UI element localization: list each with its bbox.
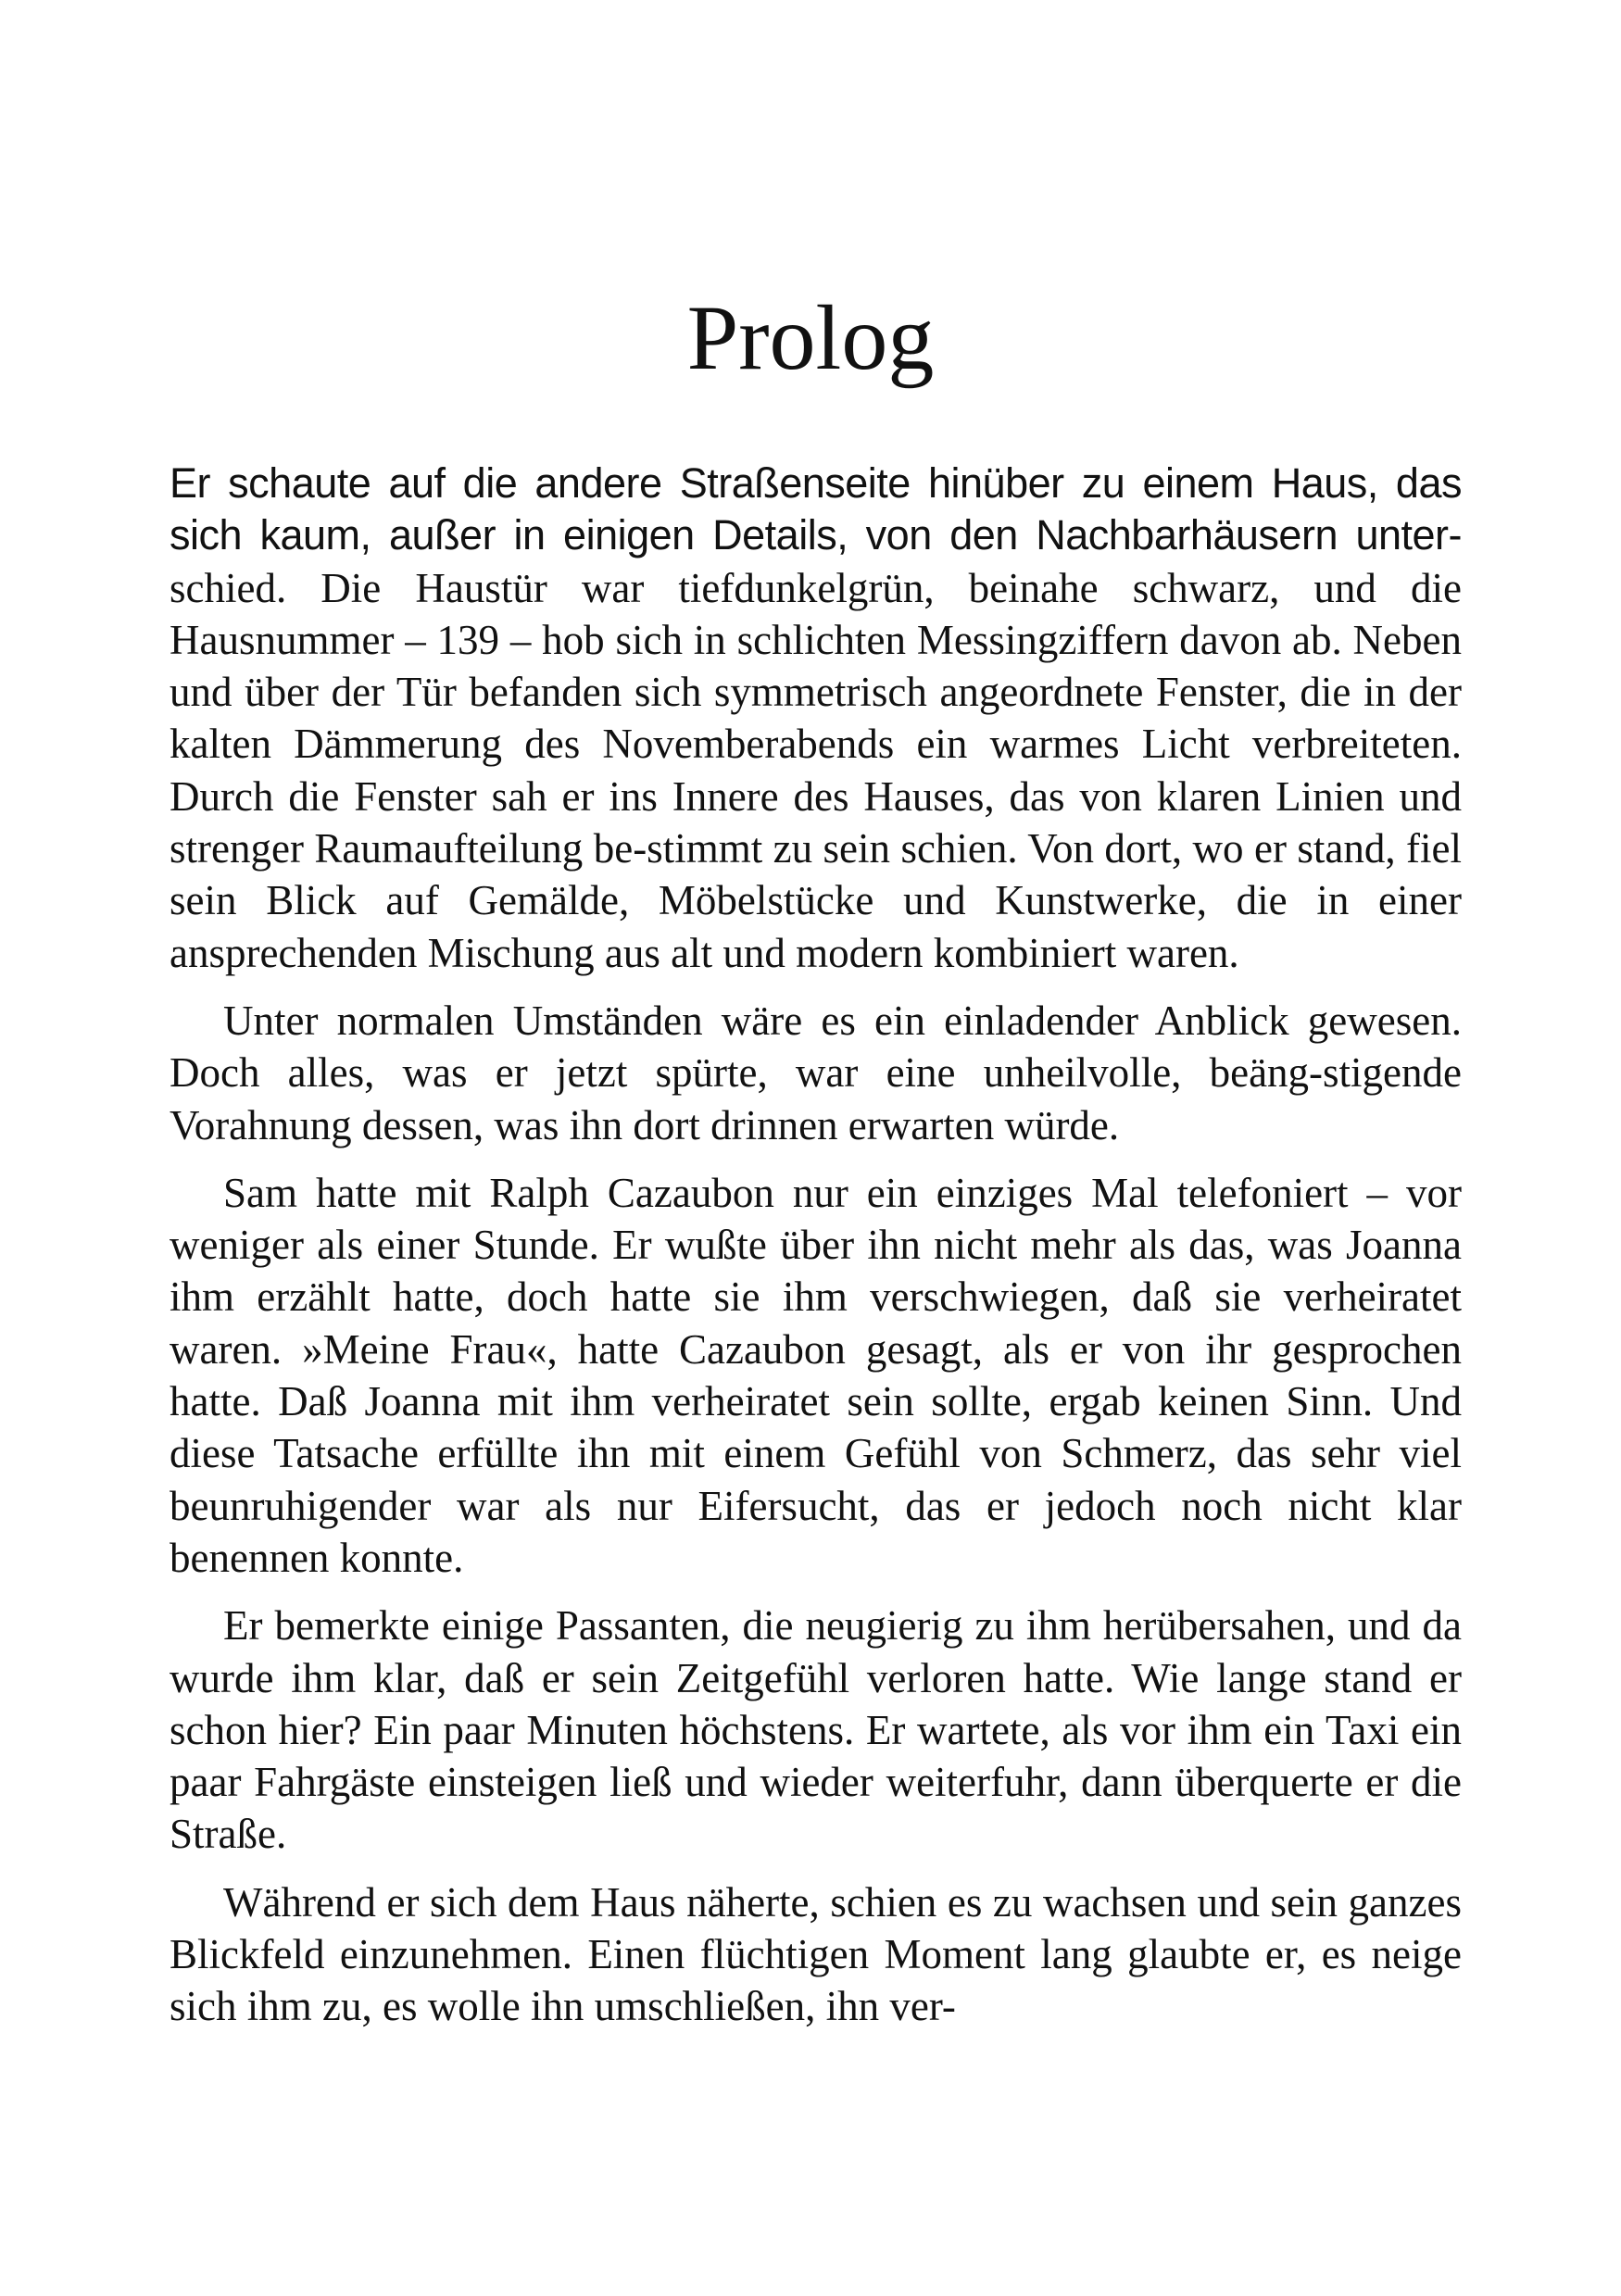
chapter-title: Prolog <box>686 286 935 389</box>
paragraph-4: Er bemerkte einige Passanten, die neugierig zu ihm herübersahen, und da wurde ihm klar, daß er sein Zeitgefühl verloren hatte. Wie lange stand er schon hier? Ein paar Minuten höchstens. Er wartete, als vor ihm ein Taxi ein paar Fahrgäste einsteigen ließ und wieder weiterfuhr, dann überquerte er die Straße. <box>170 1602 1462 1858</box>
paragraph-5: Während er sich dem Haus näherte, schien es zu wachsen und sein ganzes Blickfeld einzunehmen. Einen flüchtigen Moment lang glaubte er, es neige sich ihm zu, es wolle ihn umschließen, ihn ver- <box>170 1878 1462 2030</box>
paragraph-3: Sam hatte mit Ralph Cazaubon nur ein einziges Mal telefoniert – vor weniger als einer Stunde. Er wußte über ihn nicht mehr als das, was Joanna ihm erzählt hatte, doch hatte sie ihm verschwiegen, daß sie verheiratet waren. »Meine Frau«, hatte Cazaubon gesagt, als er von ihr gesprochen hatte. Daß Joanna mit ihm verheiratet sein sollte, ergab keinen Sinn. Und diese Tatsache erfüllte ihn mit einem Gefühl von Schmerz, das sehr viel beunruhigender war als nur Eifersucht, das er jedoch noch nicht klar benennen konnte. <box>170 1169 1462 1581</box>
paragraph-1-lead: Er schaute auf die andere Straßenseite hinüber zu einem Haus, das sich kaum, außer in einigen Details, von den Nachbarhäusern unter- <box>170 459 1462 559</box>
chapter-text <box>170 458 1462 2049</box>
paragraph-1 <box>170 458 1462 979</box>
paragraph-2: Unter normalen Umständen wäre es ein einladender Anblick gewesen. Doch alles, was er jetzt spürte, war eine unheilvolle, beäng-stigende Vorahnung dessen, was ihn dort drinnen erwarten würde. <box>170 997 1462 1148</box>
paragraph-1-text: schied. Die Haustür war tiefdunkelgrün, beinahe schwarz, und die Hausnummer – 139 – hob sich in schlichten Messingziffern davon ab. Neben und über der Tür befanden sich symmetrisch angeordnete Fenster, die in der kalten Dämmerung des Novemberabends ein warmes Licht verbreiteten. Durch die Fenster sah er ins Innere des Hauses, das von klaren Linien und strenger Raumaufteilung be-stimmt zu sein schien. Von dort, wo er stand, fiel sein Blick auf Gemälde, Möbelstücke und Kunstwerke, die in einer ansprechenden Mischung aus alt und modern kombiniert waren. <box>170 564 1462 976</box>
